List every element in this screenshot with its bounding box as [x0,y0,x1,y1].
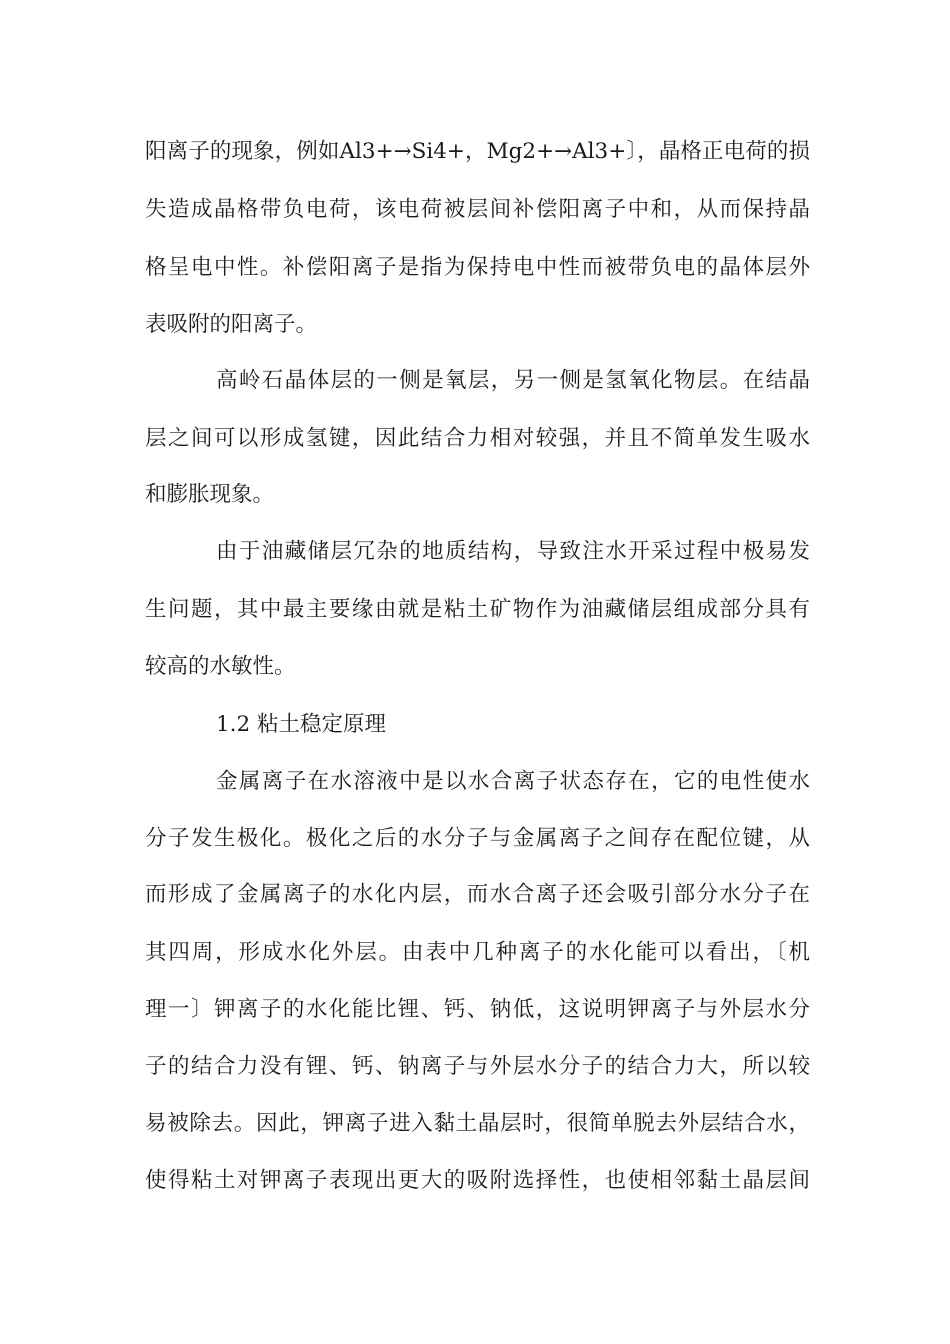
text-line: 高岭石晶体层的一侧是氧层，另一侧是氢氧化物层。在结晶 [216,368,810,393]
text-line: 子的结合力没有锂、钙、钠离子与外层水分子的结合力大，所以较 [145,1054,810,1079]
text-line: 生问题，其中最主要缘由就是粘土矿物作为油藏储层组成部分具有 [145,597,810,622]
text-line: 层之间可以形成氢键，因此结合力相对较强，并且不简单发生吸水 [145,426,810,451]
text-line: 金属离子在水溶液中是以水合离子状态存在，它的电性使水 [216,769,810,794]
text-line: 表吸附的阳离子。 [145,312,318,337]
text-line: 其四周，形成水化外层。由表中几种离子的水化能可以看出，〔机 [145,940,810,965]
text-line: 由于油藏储层冗杂的地质结构，导致注水开采过程中极易发 [216,539,810,564]
section-heading: 1.2 粘土稳定原理 [216,712,387,737]
text-line: 阳离子的现象，例如Al3+→Si4+，Mg2+→Al3+〕，晶格正电荷的损 [145,139,810,164]
text-line: 失造成晶格带负电荷，该电荷被层间补偿阳离子中和，从而保持晶 [145,197,810,222]
text-line: 理一〕钾离子的水化能比锂、钙、钠低，这说明钾离子与外层水分 [145,997,810,1022]
text-line: 和膨胀现象。 [145,482,275,507]
text-line: 格呈电中性。补偿阳离子是指为保持电中性而被带负电的晶体层外 [145,255,810,280]
text-line: 较高的水敏性。 [145,654,296,679]
text-line: 而形成了金属离子的水化内层，而水合离子还会吸引部分水分子在 [145,882,810,907]
text-line: 使得粘土对钾离子表现出更大的吸附选择性，也使相邻黏土晶层间 [145,1168,810,1193]
text-line: 分子发生极化。极化之后的水分子与金属离子之间存在配位键，从 [145,826,810,851]
text-line: 易被除去。因此，钾离子进入黏土晶层时，很简单脱去外层结合水， [145,1111,810,1136]
